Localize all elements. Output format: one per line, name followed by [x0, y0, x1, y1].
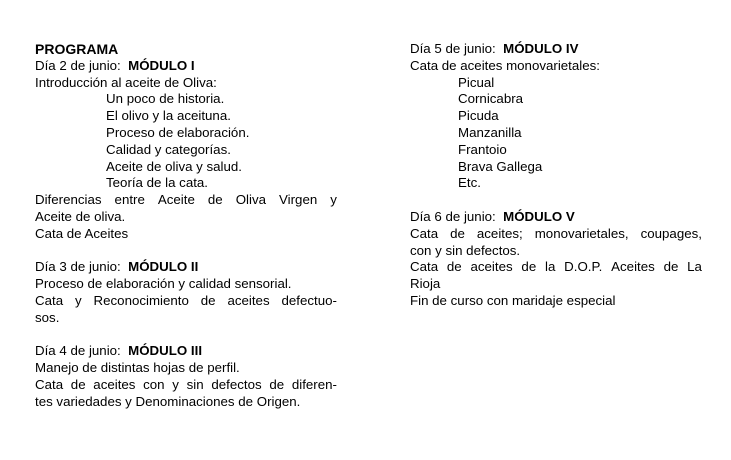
module-2-day: Día 3 de junio: [35, 259, 121, 275]
olive-variety: Frantoio [458, 141, 507, 157]
word: defectuo- [281, 292, 337, 308]
word: diferen- [291, 376, 337, 392]
word: La [687, 259, 702, 275]
module-1-heading [35, 58, 337, 75]
word: Cata [410, 259, 439, 275]
module-2-line: sos. [35, 309, 60, 325]
module-1-name: MÓDULO I [128, 57, 195, 73]
word: Cata [35, 292, 64, 308]
word: de [446, 259, 462, 275]
module-3-heading [35, 343, 337, 360]
module-4-day: Día 5 de junio: [410, 41, 496, 56]
olive-variety: Manzanilla [458, 124, 522, 140]
word: con [143, 376, 165, 392]
module-3-name: MÓDULO III [128, 343, 203, 359]
module-5-line [410, 226, 702, 243]
word: Aceite [157, 192, 195, 208]
word: de [269, 376, 285, 392]
module-2-line: Proceso de elaboración y calidad sensorial. [35, 276, 292, 292]
olive-variety: Brava Gallega [458, 158, 543, 174]
word: de [663, 259, 679, 275]
olive-variety: Etc. [458, 175, 481, 191]
module-1-intro: Introducción al aceite de Oliva: [35, 74, 217, 90]
spacer [35, 243, 337, 260]
word: aceites [227, 292, 270, 308]
module-5-name: MÓDULO V [503, 208, 575, 224]
word: D.O.P. [564, 259, 603, 275]
word: de [521, 259, 537, 275]
word: y [330, 192, 337, 208]
module-2-heading [35, 259, 337, 276]
module-1-cata: Cata de Aceites [35, 225, 129, 241]
word: sin [186, 376, 204, 392]
word: Oliva [235, 192, 267, 208]
module-2-name: MÓDULO II [128, 259, 199, 275]
word: Diferencias [35, 192, 102, 208]
module-1-topic: Aceite de oliva y salud. [106, 158, 243, 174]
module-4-intro: Cata de aceites monovarietales: [410, 57, 600, 73]
module-1-differences-cont: Aceite de oliva. [35, 208, 126, 224]
module-3-line: tes variedades y Denominaciones de Origen. [35, 393, 301, 409]
word: Cata [410, 225, 439, 241]
word: entre [114, 192, 145, 208]
olive-variety: Cornicabra [458, 91, 524, 107]
module-2-line [35, 293, 337, 310]
word: de [200, 292, 216, 308]
module-1-topic: Proceso de elaboración. [106, 124, 250, 140]
word: monovarietales, [534, 225, 629, 241]
word: de [207, 192, 223, 208]
word: de [450, 225, 465, 241]
module-1-day: Día 2 de junio: [35, 57, 121, 73]
module-1-topic: El olivo y la aceituna. [106, 108, 231, 124]
word: Reconocimiento [93, 292, 189, 308]
module-4-heading [410, 41, 702, 58]
module-5-heading [410, 209, 702, 226]
module-4-name: MÓDULO IV [503, 41, 579, 56]
word: Cata [35, 376, 64, 392]
module-3-day: Día 4 de junio: [35, 343, 121, 359]
module-1-topic: Teoría de la cata. [106, 175, 209, 191]
olive-variety: Picuda [458, 108, 499, 124]
module-3-line: Manejo de distintas hojas de perfil. [35, 360, 240, 376]
module-3-line [35, 377, 337, 394]
module-1-differences-line [35, 192, 337, 209]
word: de [70, 376, 86, 392]
word: y [74, 292, 82, 308]
module-5-line: Fin de curso con maridaje especial [410, 292, 616, 308]
spacer [35, 327, 337, 344]
module-1-topic: Calidad y categorías. [106, 141, 231, 157]
word: la [545, 259, 556, 275]
word: aceites [93, 376, 136, 392]
program-right-column [410, 41, 702, 310]
program-left-column [35, 41, 337, 411]
olive-variety: Picual [458, 74, 495, 90]
word: coupages, [640, 225, 702, 241]
module-5-line [410, 259, 702, 276]
module-5-line: con y sin defectos. [410, 242, 521, 258]
module-1-topic: Un poco de historia. [106, 91, 225, 107]
word: Virgen [279, 192, 318, 208]
program-title: PROGRAMA [35, 41, 119, 57]
word: aceites [470, 259, 513, 275]
word: defectos [211, 376, 262, 392]
spacer [410, 192, 702, 209]
word: y [172, 376, 179, 392]
word: aceites; [476, 225, 523, 241]
module-5-line: Rioja [410, 276, 441, 292]
module-5-day: Día 6 de junio: [410, 208, 496, 224]
word: Aceites [611, 259, 655, 275]
